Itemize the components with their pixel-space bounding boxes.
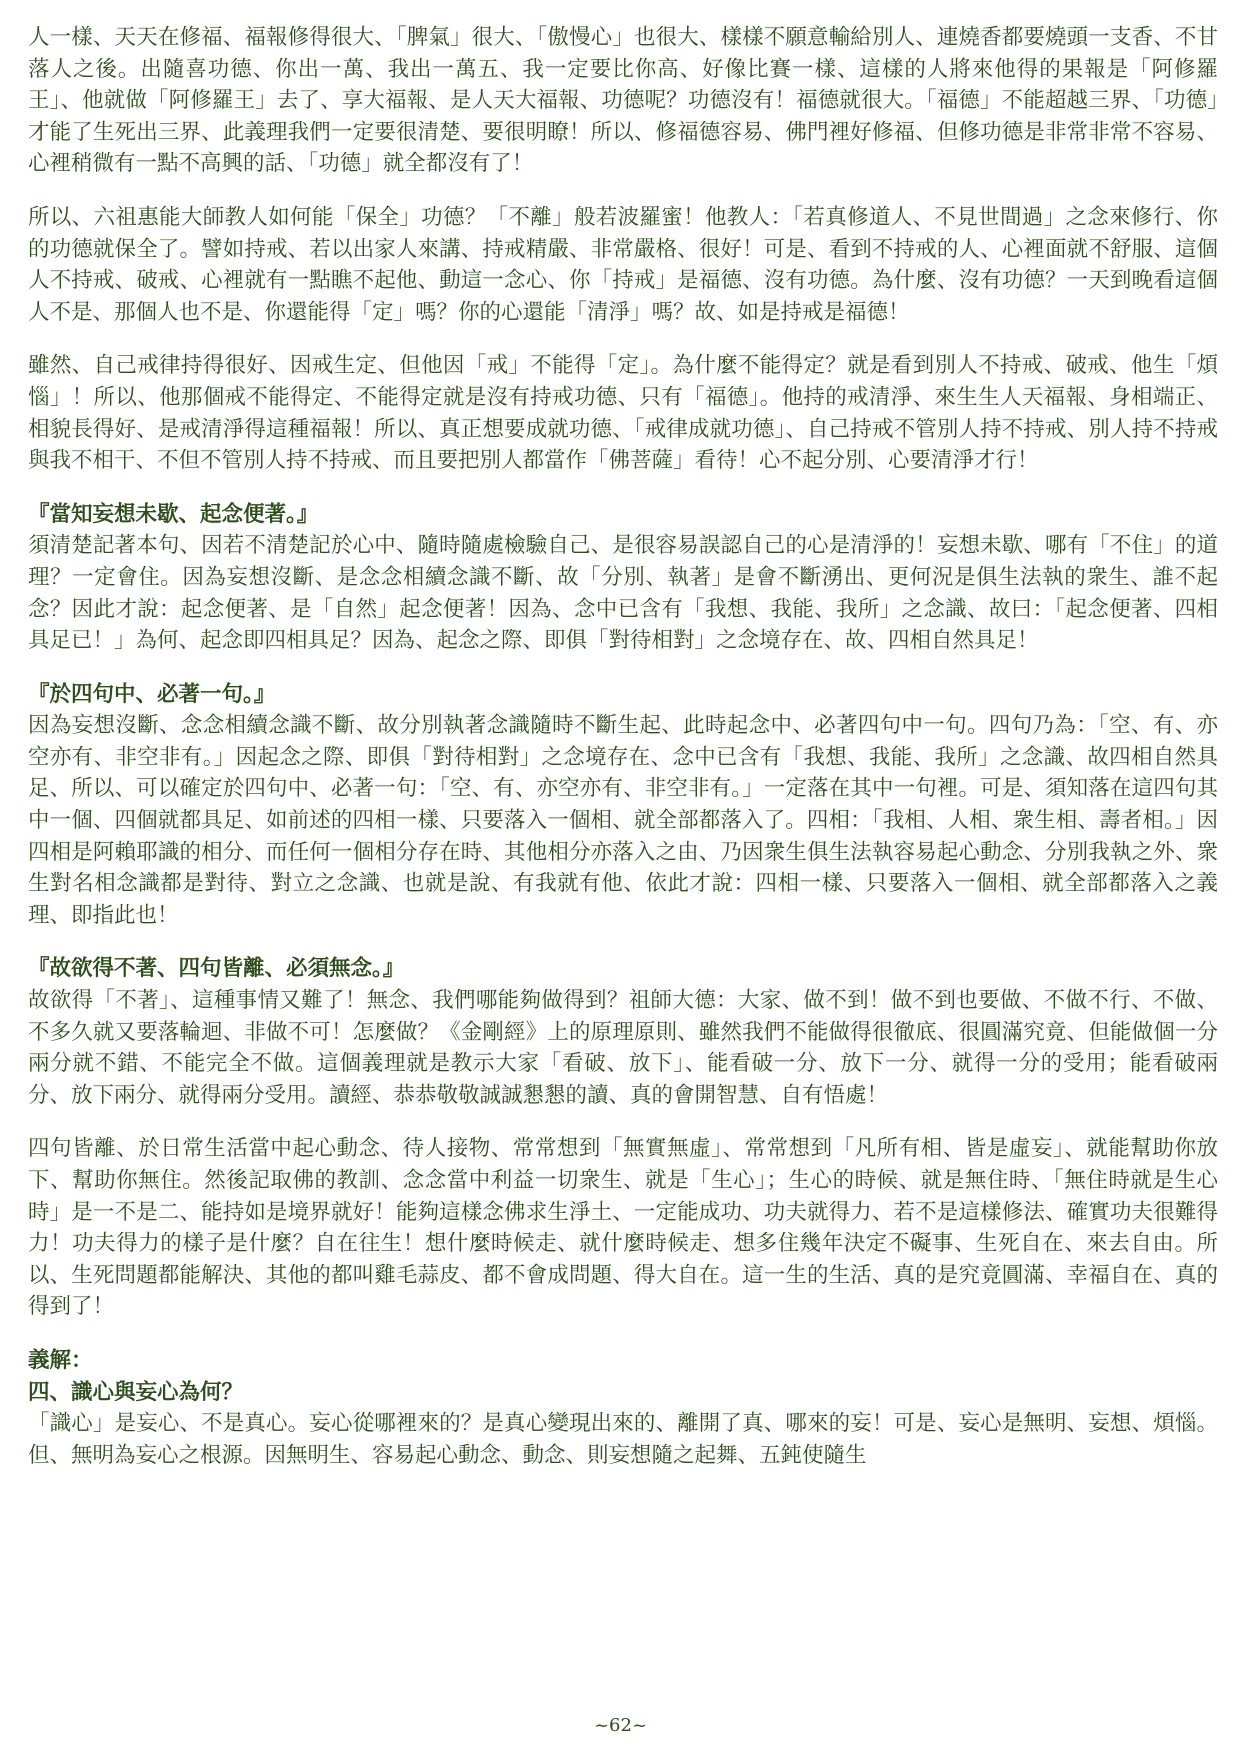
- heading-section-four: 四、識心與妄心為何？: [28, 1379, 244, 1405]
- heading-explanation: 義解：: [28, 1347, 93, 1373]
- paragraph-merit-fortune: 人一樣、天天在修福、福報修得很大、「脾氣」很大、「傲慢心」也很大、樣樣不願意輸給別人、連燒香都要燒頭一支香、不甘落人之後。出隨喜功德、你出一萬、我出一萬五、我一定要比你高、好像比賽一樣、這樣的人將來他得的果報是「阿修羅王」、他就做「阿修羅王」去了、享大福報、是人天大福報、功德呢？功德沒有！福德就很大。「福德」不能超越三界、「功德」才能了生死出三界、此義理我們一定要很清楚、要很明瞭！所以、修福德容易、佛門裡好修福、但修功德是非常非常不容易、心裡稍微有一點不高興的話、「功德」就全都沒有了！: [28, 25, 1218, 177]
- paragraph-delusion: 須清楚記著本句、因若不清楚記於心中、隨時隨處檢驗自己、是很容易誤認自己的心是清淨的！妄想未歇、哪有「不住」的道理？一定會住。因為妄想沒斷、是念念相續念識不斷、故「分別、執著」是會不斷湧出、更何況是俱生法執的衆生、誰不起念？因此才說：起念便著、是「自然」起念便著！因為、念中已含有「我想、我能、我所」之念識、故曰：「起念便著、四相具足已！」為何、起念即四相具足？因為、起念之際、即俱「對待相對」之念境存在、故、四相自然具足！: [28, 533, 1218, 654]
- heading-sutra-quote-3: 『故欲得不著、四句皆離、必須無念。』: [28, 956, 405, 982]
- paragraph-deluded-mind: 「識心」是妄心、不是真心。妄心從哪裡來的？是真心變現出來的、離開了真、哪來的妄！可是、妄心是無明、妄想、煩惱。但、無明為妄心之根源。因無明生、容易起心動念、動念、則妄想隨之起舞、五鈍使隨生: [28, 1411, 1218, 1468]
- paragraph-non-attachment: 故欲得「不著」、這種事情又難了！無念、我們哪能夠做得到？祖師大德：大家、做不到！做不到也要做、不做不行、不做、不多久就又要落輪迴、非做不可！怎麼做？《金剛經》上的原理原則、雖然我們不能做得很徹底、很圓滿究竟、但能做個一分兩分就不錯、不能完全不做。這個義理就是教示大家「看破、放下」、能看破一分、放下一分、就得一分的受用；能看破兩分、放下兩分、就得兩分受用。讀經、恭恭敬敬誠誠懇懇的讀、真的會開智慧、自有悟處！: [28, 988, 1218, 1108]
- page-body: [28, 22, 1218, 1712]
- paragraph-non-abiding: 四句皆離、於日常生活當中起心動念、待人接物、常常想到「無實無虛」、常常想到「凡所有相、皆是虛妄」、就能幫助你放下、幫助你無住。然後記取佛的教訓、念念當中利益一切衆生、就是「生心」；生心的時候、就是無住時、「無住時就是生心時」是一不是二、能持如是境界就好！能夠這樣念佛求生淨土、一定能成功、功夫就得力、若不是這樣修法、確實功夫很難得力！功夫得力的樣子是什麼？自在往生！想什麼時候走、就什麼時候走、想多住幾年決定不礙事、生死自在、來去自由。所以、生死問題都能解決、其他的都叫雞毛蒜皮、都不會成問題、得大自在。這一生的生活、真的是究竟圓滿、幸福自在、真的得到了！: [28, 1136, 1218, 1320]
- heading-sutra-quote-1: 『當知妄想未歇、起念便著。』: [28, 501, 319, 527]
- paragraph-four-phrases: 因為妄想沒斷、念念相續念識不斷、故分別執著念識隨時不斷生起、此時起念中、必著四句中一句。四句乃為：「空、有、亦空亦有、非空非有。」因起念之際、即俱「對待相對」之念境存在、念中已含有「我想、我能、我所」之念識、故四相自然具足、所以、可以確定於四句中、必著一句：「空、有、亦空亦有、非空非有。」一定落在其中一句裡。可是、須知落在這四句其中一個、四個就都具足、如前述的四相一樣、只要落入一個相、就全部都落入了。四相：「我相、人相、衆生相、壽者相。」因四相是阿賴耶識的相分、而任何一個相分存在時、其他相分亦落入之由、乃因衆生俱生法執容易起心動念、分別我執之外、衆生對名相念識都是對待、對立之念識、也就是說、有我就有他、依此才說：四相一樣、只要落入一個相、就全部都落入之義理、即指此也！: [28, 713, 1218, 928]
- paragraph-sixth-patriarch: 所以、六祖惠能大師教人如何能「保全」功德？「不離」般若波羅蜜！他教人：「若真修道人、不見世間過」之念來修行、你的功德就保全了。譬如持戒、若以出家人來講、持戒精嚴、非常嚴格、很好！可是、看到不持戒的人、心裡面就不舒服、這個人不持戒、破戒、心裡就有一點瞧不起他、動這一念心、你「持戒」是福德、沒有功德。為什麼、沒有功德？一天到晚看這個人不是、那個人也不是、你還能得「定」嗎？你的心還能「清淨」嗎？故、如是持戒是福德！: [28, 204, 1218, 325]
- paragraph-precepts: 雖然、自己戒律持得很好、因戒生定、但他因「戒」不能得「定」。為什麼不能得定？就是看到別人不持戒、破戒、他生「煩惱」！所以、他那個戒不能得定、不能得定就是沒有持戒功德、只有「福德」。他持的戒清淨、來生生人天福報、身相端正、相貌長得好、是戒清淨得這種福報！所以、真正想要成就功德、「戒律成就功德」、自己持戒不管別人持不持戒、別人持不持戒與我不相干、不但不管別人持不持戒、而且要把別人都當作「佛菩薩」看待！心不起分別、心要清淨才行！: [28, 353, 1218, 474]
- heading-sutra-quote-2: 『於四句中、必著一句。』: [28, 681, 276, 707]
- page-number: ~62~: [593, 1715, 648, 1736]
